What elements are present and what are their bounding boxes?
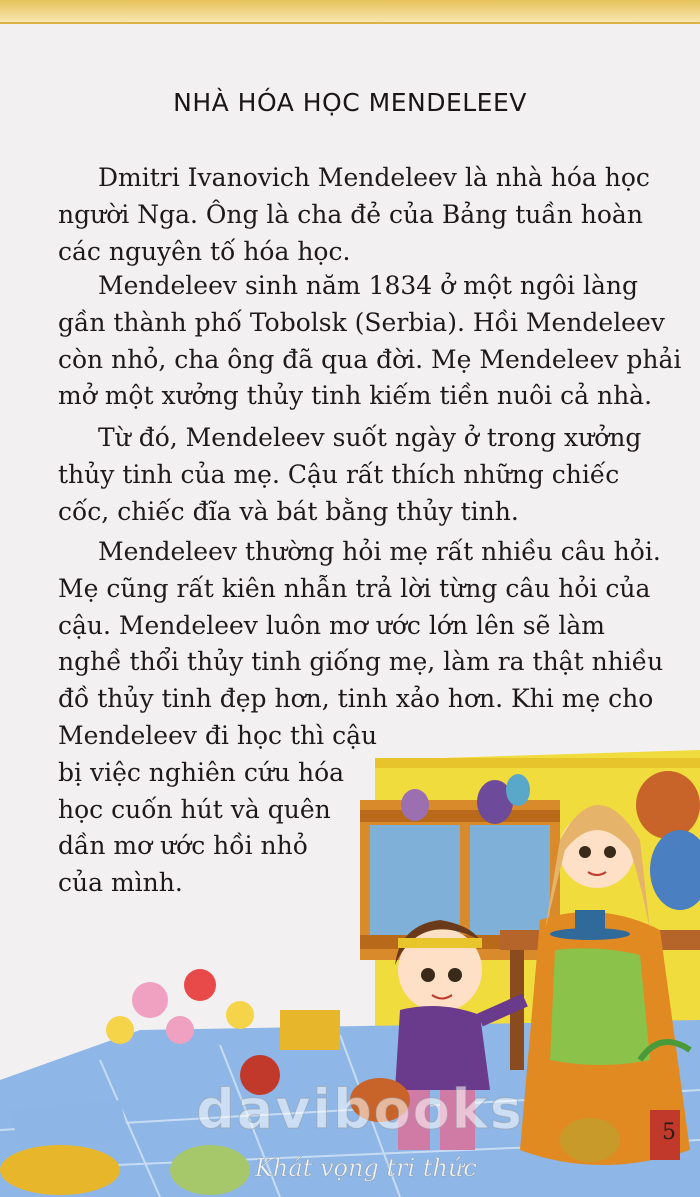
publisher-logo: davibooks: [196, 1078, 524, 1141]
text-line: các nguyên tố hóa học.: [58, 236, 351, 266]
text-line: đồ thủy tinh đẹp hơn, tinh xảo hơn. Khi mẹ cho: [58, 684, 654, 714]
text-line: Mendeleev đi học thì cậu: [58, 720, 378, 750]
text-line: cốc, chiếc đĩa và bát bằng thủy tinh.: [58, 496, 519, 526]
page-title: NHÀ HÓA HỌC MENDELEEV: [173, 88, 527, 117]
text-line: nghề thổi thủy tinh giống mẹ, làm ra thật nhiều: [58, 647, 664, 677]
paragraph-1: [58, 160, 658, 270]
text-line: dần mơ ước hồi nhỏ: [58, 831, 308, 861]
text-line: cậu. Mendeleev luôn mơ ước lớn lên sẽ làm: [58, 610, 605, 640]
text-line: thủy tinh của mẹ. Cậu rất thích những chiếc: [58, 459, 620, 489]
paragraph-2: [58, 268, 682, 415]
top-decorative-border: [0, 0, 700, 24]
text-line: còn nhỏ, cha ông đã qua đời. Mẹ Mendeleev phải: [58, 344, 682, 374]
page-number: 5: [662, 1120, 676, 1145]
text-line: của mình.: [58, 868, 183, 898]
paragraph-3: [58, 420, 658, 530]
text-line: Dmitri Ivanovich Mendeleev là nhà hóa học: [98, 163, 650, 192]
text-line: Mendeleev thường hỏi mẹ rất nhiều câu hỏi.: [98, 537, 661, 566]
text-line: bị việc nghiên cứu hóa: [58, 757, 345, 787]
text-line: Mendeleev sinh năm 1834 ở một ngôi làng: [98, 271, 639, 300]
text-line: gần thành phố Tobolsk (Serbia). Hồi Mendeleev: [58, 307, 665, 337]
text-line: người Nga. Ông là cha đẻ của Bảng tuần hoàn: [58, 199, 643, 229]
text-line: học cuốn hút và quên: [58, 794, 331, 824]
text-line: mở một xưởng thủy tinh kiếm tiền nuôi cả nhà.: [58, 381, 653, 411]
text-line: Từ đó, Mendeleev suốt ngày ở trong xưởng: [98, 423, 642, 452]
publisher-tagline: Khát vọng tri thức: [255, 1154, 477, 1182]
text-line: Mẹ cũng rất kiên nhẫn trả lời từng câu hỏi của: [58, 573, 651, 603]
